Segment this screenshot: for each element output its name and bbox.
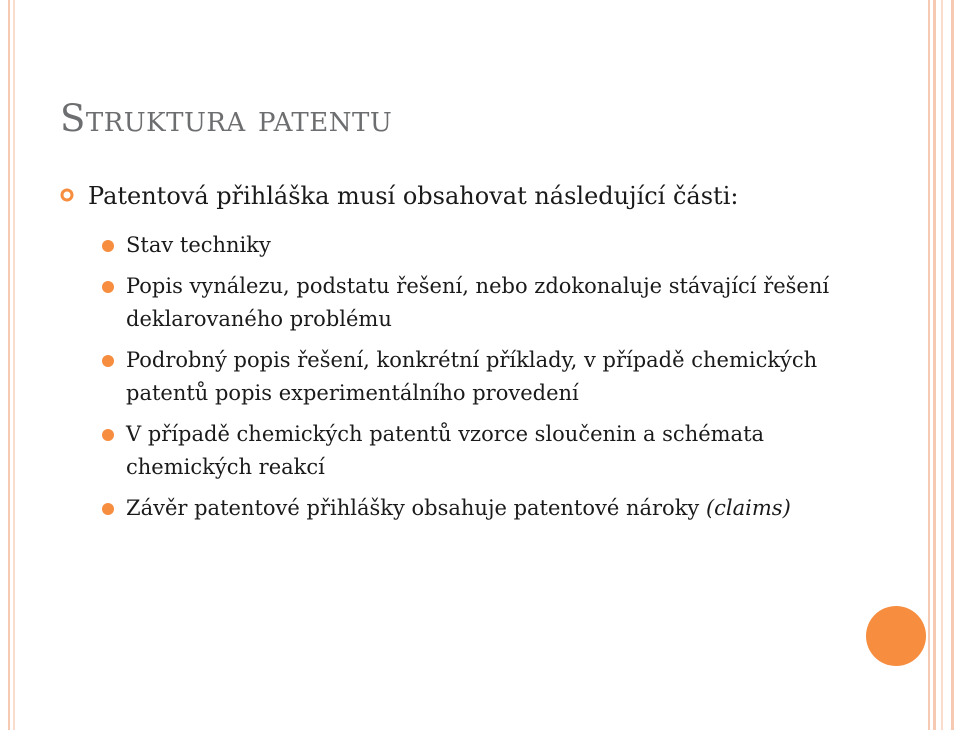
sub-bullet-item bbox=[126, 229, 850, 262]
frame-line-right-3 bbox=[941, 0, 943, 730]
sub-bullet-item bbox=[126, 270, 850, 336]
filled-circle-bullet-icon bbox=[102, 429, 114, 441]
sub-bullet-italic-text: (claims) bbox=[705, 496, 791, 520]
sub-bullet-item bbox=[126, 492, 850, 525]
slide-title: Struktura patentu bbox=[60, 97, 393, 140]
hollow-circle-bullet-icon bbox=[60, 188, 74, 202]
frame-line-left-outer bbox=[8, 0, 10, 730]
filled-circle-bullet-icon bbox=[102, 355, 114, 367]
frame-line-left-inner bbox=[13, 0, 15, 730]
filled-circle-bullet-icon bbox=[102, 281, 114, 293]
frame-line-right-1 bbox=[928, 0, 930, 730]
sub-bullet-text: Závěr patentové přihlášky obsahuje patentové nároky bbox=[126, 496, 706, 520]
filled-circle-bullet-icon bbox=[102, 503, 114, 515]
frame-line-right-4 bbox=[951, 0, 954, 730]
main-bullet-text: Patentová přihláška musí obsahovat následující části: bbox=[88, 182, 739, 210]
sub-bullet-text: Stav techniky bbox=[126, 233, 271, 257]
slide-content bbox=[60, 178, 850, 533]
sub-bullet-text: V případě chemických patentů vzorce sloučenin a schémata chemických reakcí bbox=[126, 422, 765, 479]
frame-line-right-2 bbox=[933, 0, 936, 730]
sub-bullet-item bbox=[126, 344, 850, 410]
main-bullet-item bbox=[60, 178, 850, 215]
decorative-orange-circle bbox=[866, 606, 926, 666]
sub-bullet-list bbox=[60, 229, 850, 525]
sub-bullet-item bbox=[126, 418, 850, 484]
sub-bullet-text: Podrobný popis řešení, konkrétní příklady, v případě chemických patentů popis experimentálního provedení bbox=[126, 348, 818, 405]
sub-bullet-text: Popis vynálezu, podstatu řešení, nebo zdokonaluje stávající řešení deklarovaného problému bbox=[126, 274, 830, 331]
filled-circle-bullet-icon bbox=[102, 240, 114, 252]
